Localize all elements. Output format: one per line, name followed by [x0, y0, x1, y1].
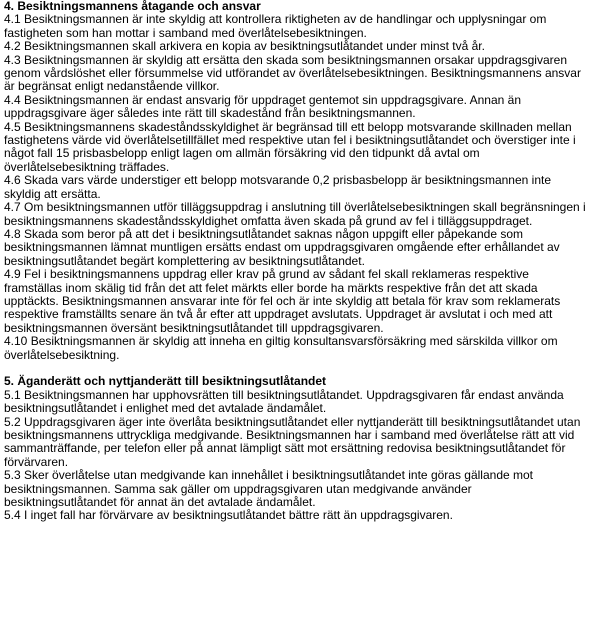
section-4 [4, 0, 587, 362]
clause-4-1: 4.1 Besiktningsmannen är inte skyldig att kontrollera riktigheten av de handlingar och upplysningar om fastigheten som han mottar i samband med överlåtelsebesiktningen. [4, 12, 547, 40]
clause-4-3: 4.3 Besiktningsmannen är skyldig att ersätta den skada som besiktningsmannen orsakar uppdragsgivaren genom vårdslöshet eller försummelse vid utförandet av överlåtelsebesiktningen. Besiktningsmannens ansvar är begränsat enligt nedanstående villkor. [4, 52, 581, 94]
clause-5-1: 5.1 Besiktningsmannen har upphovsrätten till besiktningsutlåtandet. Uppdragsgivaren får endast använda besiktningsutlåtandet i enlighet med det avtalade ändamålet. [4, 387, 564, 416]
clause-4-7: 4.7 Om besiktningsmannen utför tilläggsuppdrag i anslutning till överlåtelsebesiktningen skall begränsningen i besiktningsmannens skadeståndsskyldighet omfatta även skada på grund av fel i tilläggsuppdraget. [4, 200, 586, 228]
clause-4-5: 4.5 Besiktningsmannens skadeståndsskyldighet är begränsad till ett belopp motsvarande skillnaden mellan fastighetens värde vid överlåtelsetillfället med respektive utan fel i besiktningsutlåtandet och överstiger inte i något fall 15 prisbasbelopp enligt lagen om allmän försäkring vid den tidpunkt då avtal om överlåtelsebesiktning träffades. [4, 119, 576, 174]
clause-5-4: 5.4 I inget fall har förvärvare av besiktningsutlåtandet bättre rätt än uppdragsgivaren. [4, 508, 453, 523]
clause-4-9: 4.9 Fel i besiktningsmannens uppdrag eller krav på grund av sådant fel skall reklameras respektive framställas inom skälig tid från det att felet märkts eller borde ha märkts respektive från det att skada upptäckts. Besiktningsmannen ansvarar inte för fel och är inte skyldig att betala för krav som reklamerats respektive framställts senare än två år efter att uppdraget avslutats. Uppdraget är avslutat i och med att besiktningsmannen översänt besiktningsutlåtandet till uppdragsgivaren. [4, 267, 561, 335]
clause-4-4: 4.4 Besiktningsmannen är endast ansvarig för uppdraget gentemot sin uppdragsgivare. Annan än uppdragsgivare äger således inte rätt till skadestånd från besiktningsmannen. [4, 92, 522, 121]
clause-5-2: 5.2 Uppdragsgivaren äger inte överlåta besiktningsutlåtandet eller nyttjanderätt till besiktningsutlåtandet utan besiktningsmannens uttryckliga medgivande. Besiktningsmannen har i samband med överlåtelse rätt att vid sammanträffande, per telefon eller på annat lämpligt sätt mot ersättning redovisa besiktningsutlåtandet för förvärvaren. [4, 414, 581, 469]
clause-4-8: 4.8 Skada som beror på att det i besiktningsutlåtandet saknas någon uppgift eller påpekande som besiktningsmannen lämnat muntligen ersätts endast om uppdragsgivaren omgående efter erhållandet av besiktningsutlåtandet begärt komplettering av besiktningsutlåtandet. [4, 226, 560, 268]
clause-5-3: 5.3 Sker överlåtelse utan medgivande kan innehållet i besiktningsutlåtandet inte göras gällande mot besiktningsmannen. Samma sak gäller om uppdragsgivaren utan medgivande använder besiktningsutlåtandet för annat än det avtalade ändamålet. [4, 468, 534, 510]
clause-4-10: 4.10 Besiktningsmannen är skyldig att inneha en giltig konsultansvarsförsäkring med särskilda villkor om överlåtelsebesiktning. [4, 334, 558, 362]
section-5 [4, 375, 587, 522]
section-5-heading: 5. Äganderätt och nyttjanderätt till besiktningsutlåtandet [4, 374, 327, 389]
clause-4-6: 4.6 Skada vars värde understiger ett belopp motsvarande 0,2 prisbasbelopp är besiktningsmannen inte skyldig att ersätta. [4, 173, 552, 201]
clause-4-2: 4.2 Besiktningsmannen skall arkivera en kopia av besiktningsutlåtandet under minst två år. [4, 39, 485, 54]
section-4-heading: 4. Besiktningsmannens åtagande och ansvar [4, 0, 261, 13]
